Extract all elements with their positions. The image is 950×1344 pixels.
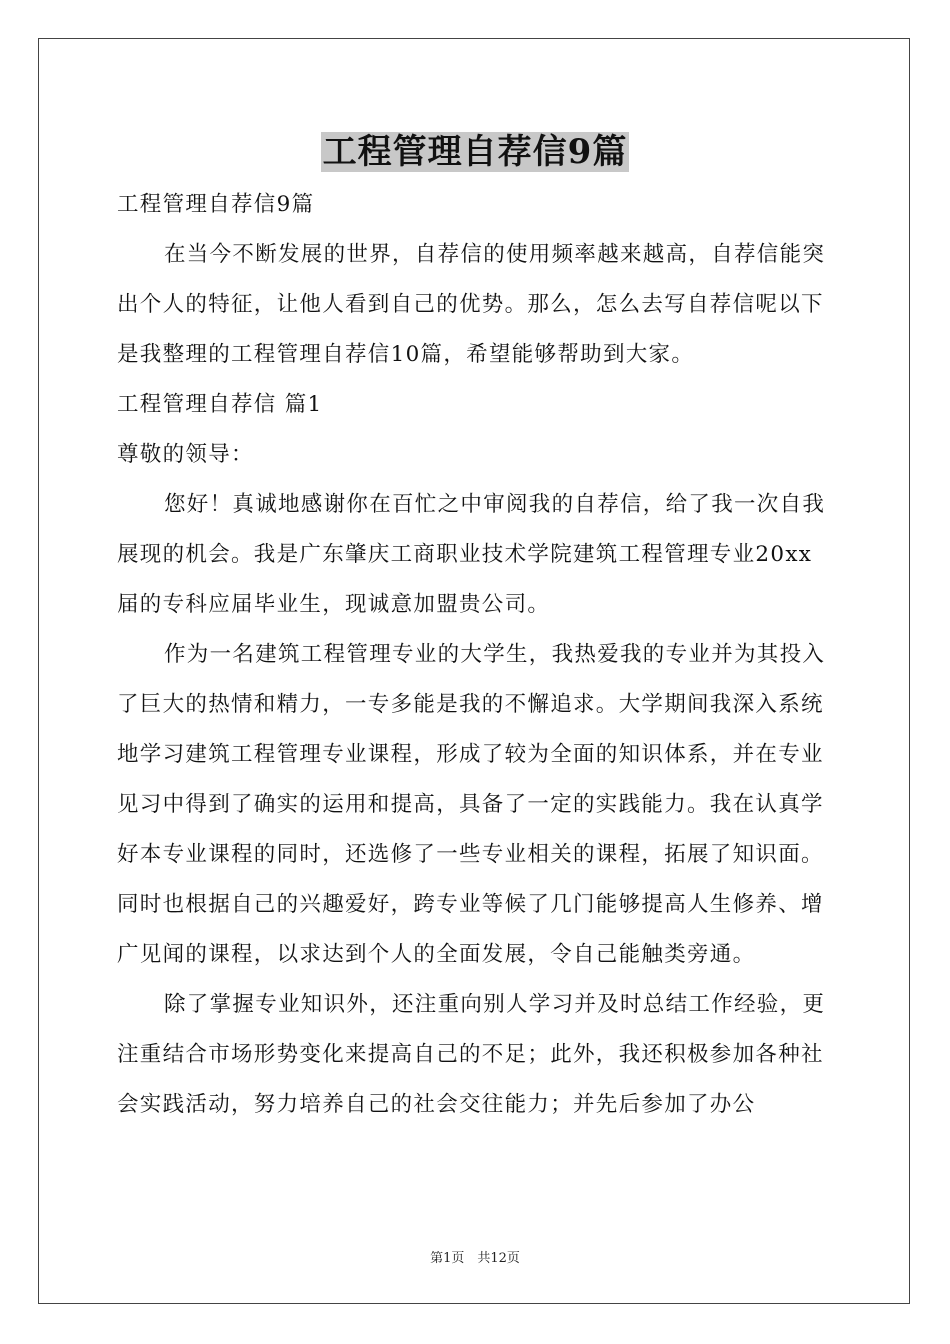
document-title-text: 工程管理自荐信9篇 [322,132,628,172]
paragraph-study: 作为一名建筑工程管理专业的大学生，我热爱我的专业并为其投入了巨大的热情和精力，一专多能是我的不懈追求。大学期间我深入系统地学习建筑工程管理专业课程，形成了较为全面的知识体系，并在专业见习中得到了确实的运用和提高，具备了一定的实践能力。我在认真学好本专业课程的同时，还选修了一些专业相关的课程，拓展了知识面。同时也根据自己的兴趣爱好，跨专业等候了几门能够提高人生修养、增广见闻的课程，以求达到个人的全面发展，令自己能触类旁通。 [117,642,826,967]
paragraph-subtitle: 工程管理自荐信9篇 [117,192,315,217]
paragraph-practice: 除了掌握专业知识外，还注重向别人学习并及时总结工作经验，更注重结合市场形势变化来提高自己的不足；此外，我还积极参加各种社会实践活动，努力培养自己的社会交往能力；并先后参加了办公 [117,992,826,1117]
paragraph-section-heading: 工程管理自荐信 篇1 [117,392,323,417]
page-footer: 第1页 共12页 [430,1251,520,1266]
document-body [117,180,833,1130]
document-title [0,124,950,173]
paragraph-intro: 在当今不断发展的世界，自荐信的使用频率越来越高，自荐信能突出个人的特征，让他人看到自己的优势。那么，怎么去写自荐信呢以下是我整理的工程管理自荐信10篇，希望能够帮助到大家。 [117,242,826,367]
paragraph-salutation: 尊敬的领导： [117,442,254,467]
paragraph-greeting: 您好！真诚地感谢你在百忙之中审阅我的自荐信，给了我一次自我展现的机会。我是广东肇庆工商职业技术学院建筑工程管理专业20xx届的专科应届毕业生，现诚意加盟贵公司。 [117,492,826,617]
